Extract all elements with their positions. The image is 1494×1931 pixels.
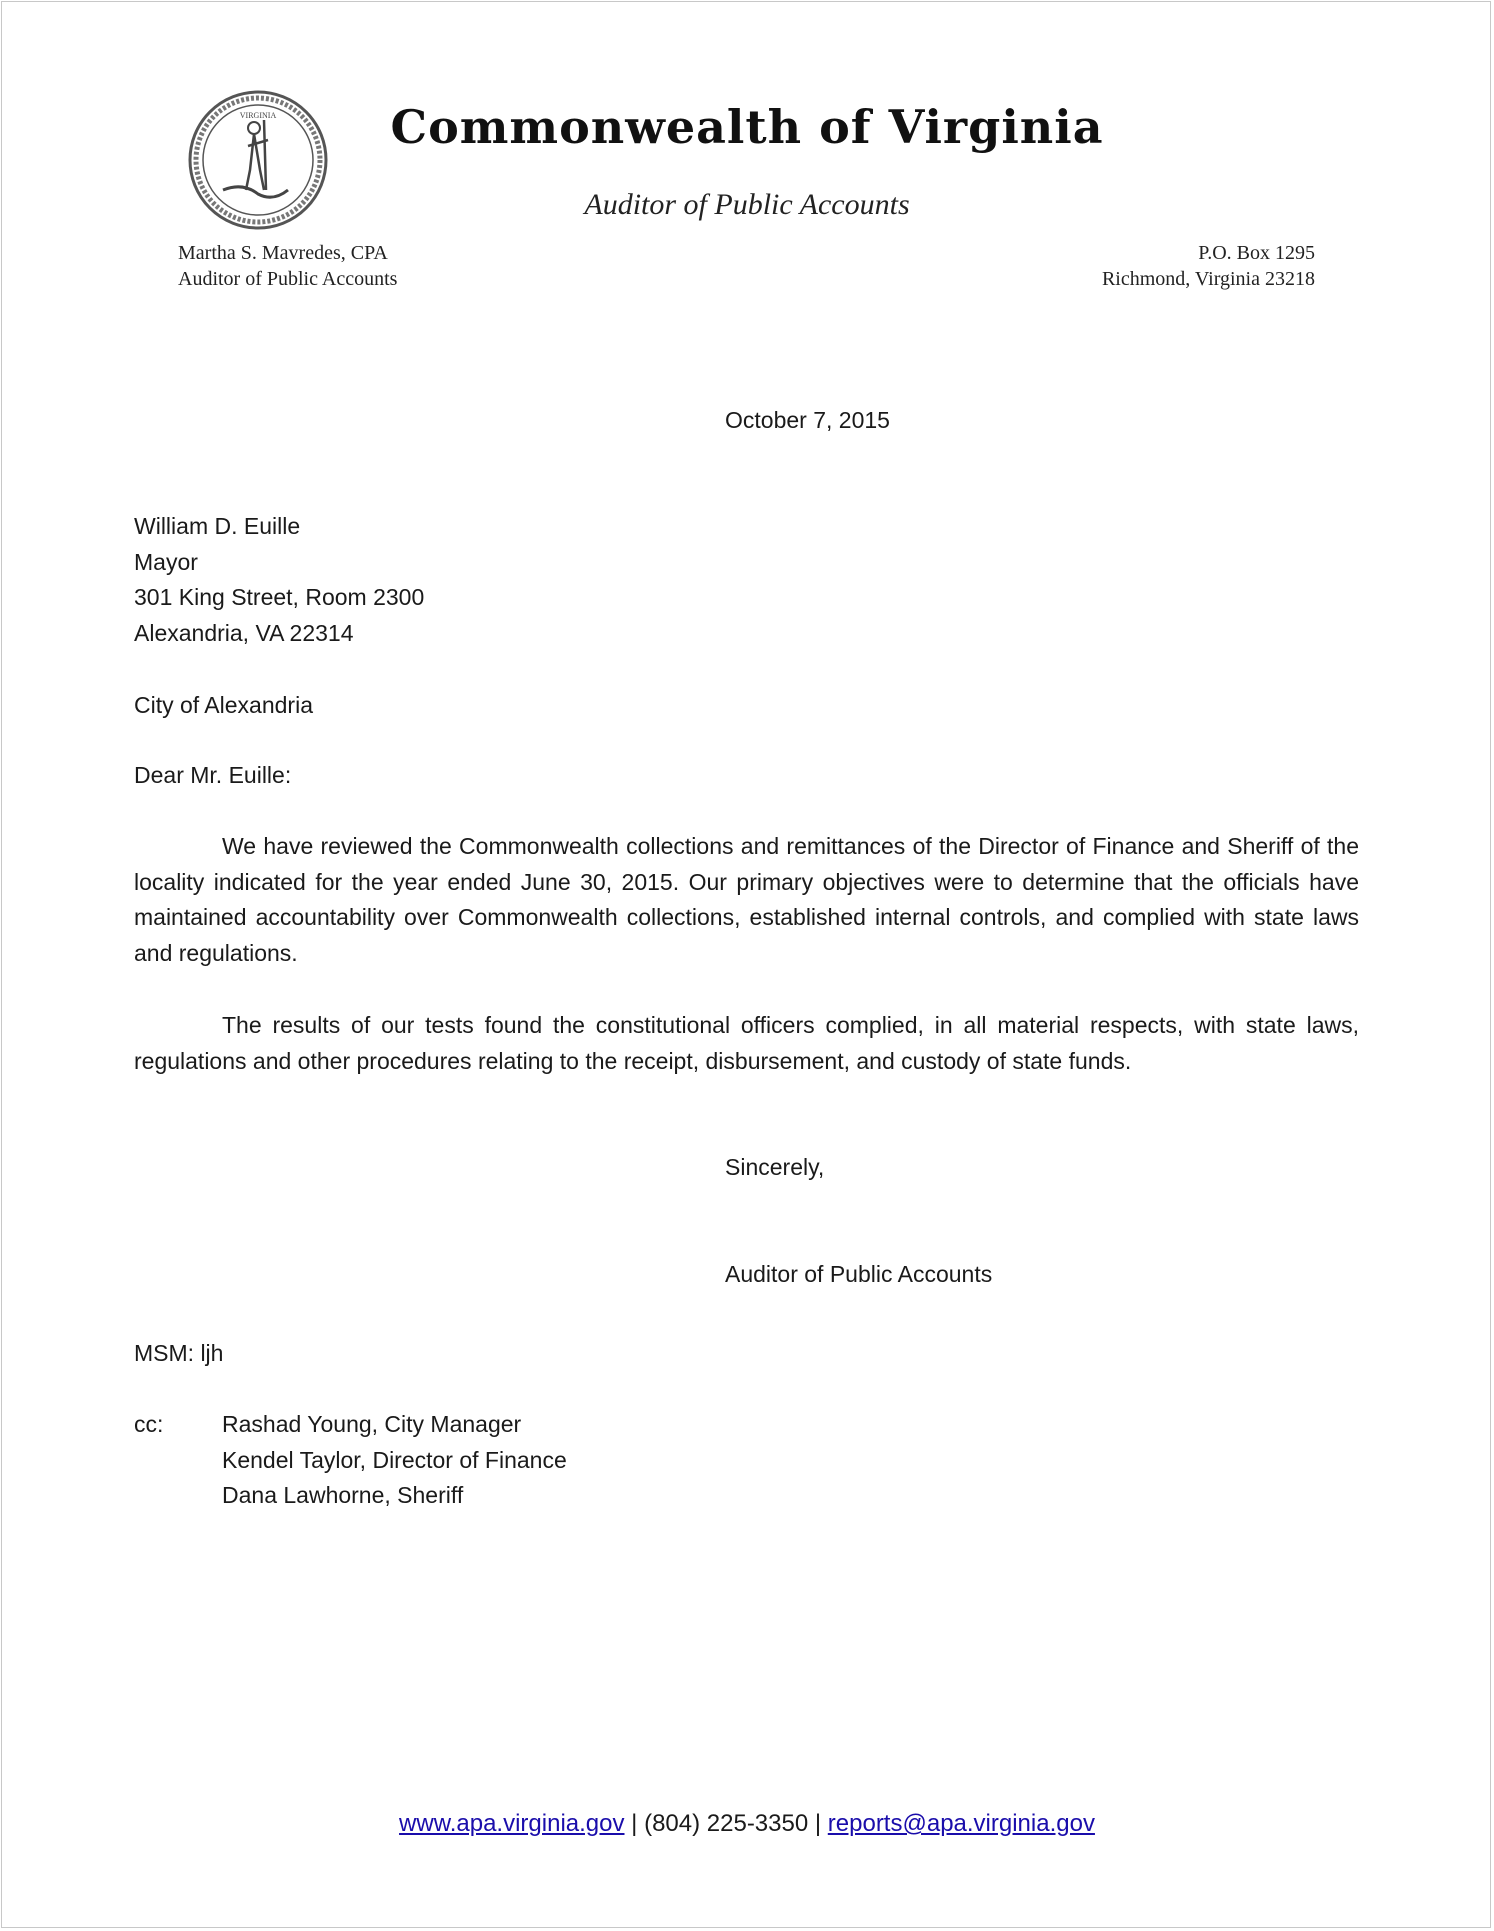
body-paragraph — [134, 829, 1359, 972]
paragraph-text: The results of our tests found the constitutional officers complied, in all material respects, with state laws, regulations and other procedures relating to the receipt, disbursement, and custody of state funds. — [134, 1012, 1359, 1074]
website-link[interactable]: www.apa.virginia.gov — [399, 1810, 625, 1837]
recipient-block — [134, 509, 424, 652]
sender-block — [178, 240, 397, 292]
letterhead-subtitle: Auditor of Public Accounts — [584, 188, 910, 221]
signature: Auditor of Public Accounts — [725, 1261, 993, 1287]
recipient-name: William D. Euille — [134, 513, 301, 539]
cc-label: cc: — [134, 1411, 164, 1437]
salutation: Dear Mr. Euille: — [134, 762, 292, 788]
cc-list — [222, 1407, 567, 1514]
recipient-title: Mayor — [134, 548, 198, 575]
sender-name: Martha S. Mavredes, CPA — [178, 242, 388, 264]
phone-number: (804) 225-3350 — [644, 1810, 809, 1837]
cc-name: Dana Lawhorne, Sheriff — [222, 1482, 464, 1509]
address-line: P.O. Box 1295 — [1198, 242, 1315, 264]
letterhead-title: Commonwealth of Virginia — [390, 100, 1104, 154]
footer-separator: | — [814, 1810, 822, 1837]
cc-name: Rashad Young, City Manager — [222, 1411, 522, 1437]
office-address — [1102, 240, 1315, 292]
svg-text:VIRGINIA: VIRGINIA — [239, 111, 277, 120]
recipient-city: Alexandria, VA 22314 — [134, 620, 354, 647]
cc-name: Kendel Taylor, Director of Finance — [222, 1446, 567, 1473]
letter-date: October 7, 2015 — [725, 407, 890, 433]
body-paragraph — [134, 1008, 1359, 1079]
footer — [0, 1806, 1494, 1842]
initials: MSM: ljh — [134, 1340, 224, 1366]
address-line: Richmond, Virginia 23218 — [1101, 268, 1315, 290]
recipient-street: 301 King Street, Room 2300 — [134, 584, 425, 611]
closing: Sincerely, — [725, 1154, 825, 1180]
sender-title: Auditor of Public Accounts — [178, 268, 398, 290]
locality: City of Alexandria — [134, 692, 313, 718]
paragraph-text: We have reviewed the Commonwealth collections and remittances of the Director of Finance and Sheriff of the locality indicated for the year ended June 30, 2015. Our primary objectives were to determine that the officials have maintained accountability over Commonwealth collections, established internal controls, and complied with state laws and regulations. — [134, 833, 1359, 967]
footer-separator: | — [631, 1810, 638, 1837]
email-link[interactable]: reports@apa.virginia.gov — [827, 1810, 1095, 1837]
